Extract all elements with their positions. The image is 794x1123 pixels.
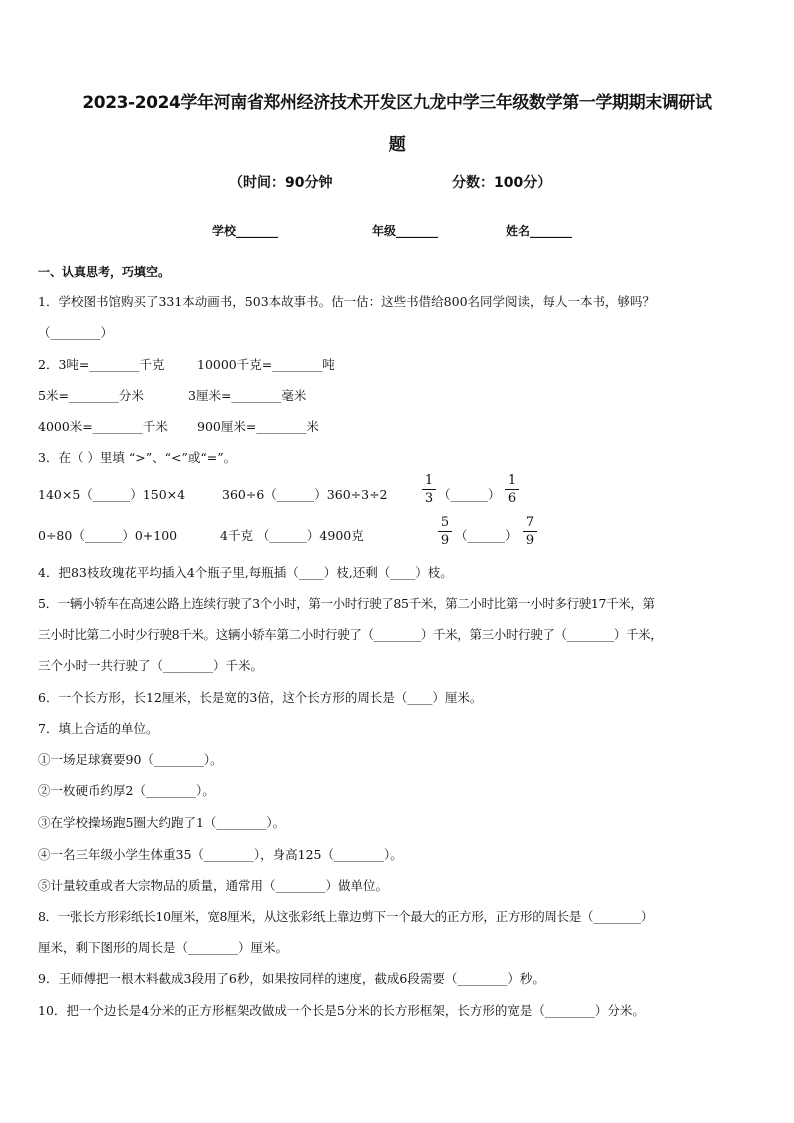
exam-title-line2: 题 bbox=[388, 135, 406, 155]
question-8-line1: 8．一张长方形彩纸长10厘米，宽8厘米，从这张彩纸上靠边剪下一个最大的正方形，正方形的周长是（________） bbox=[38, 909, 654, 924]
question-3-b: 360÷6（______）360÷3÷2 bbox=[222, 487, 388, 502]
question-3-c-blank: （______） bbox=[438, 487, 501, 502]
question-7-item-1: ①一场足球赛要90（________）。 bbox=[38, 752, 223, 767]
fraction-numerator: 1 bbox=[507, 473, 517, 488]
question-7-item-4: ④一名三年级小学生体重35（________），身高125（________）。 bbox=[38, 847, 403, 862]
fraction-one-third bbox=[422, 473, 436, 506]
question-10: 10．把一个边长是4分米的正方形框架改做成一个长是5分米的长方形框架，长方形的宽是（________）分米。 bbox=[38, 1003, 645, 1018]
fraction-one-sixth bbox=[505, 473, 519, 506]
question-2-d: 3厘米=________毫米 bbox=[188, 388, 307, 403]
question-8-line2: 厘米，剩下图形的周长是（________）厘米。 bbox=[38, 940, 289, 955]
fraction-bar bbox=[505, 489, 519, 490]
fraction-denominator: 9 bbox=[440, 533, 450, 548]
question-3-d: 0÷80（______）0+100 bbox=[38, 528, 178, 543]
question-5-line2: 三小时比第二小时少行驶8千米。这辆小轿车第二小时行驶了（________）千米，第三小时行驶了（________）千米， bbox=[38, 627, 663, 642]
fraction-numerator: 1 bbox=[424, 473, 434, 488]
exam-score: 分数：100分） bbox=[452, 175, 552, 191]
fraction-denominator: 3 bbox=[424, 491, 434, 506]
fraction-five-ninths bbox=[438, 515, 452, 548]
fraction-bar bbox=[422, 489, 436, 490]
question-2-a: 2．3吨=________千克 bbox=[38, 357, 165, 372]
name-field: 姓名_______ bbox=[506, 224, 573, 238]
question-2-f: 900厘米=________米 bbox=[197, 419, 319, 434]
fraction-denominator: 9 bbox=[525, 533, 535, 548]
school-field: 学校_______ bbox=[212, 224, 279, 238]
question-3-a: 140×5（______）150×4 bbox=[38, 487, 186, 502]
question-1-answer: （________） bbox=[38, 325, 114, 340]
section-heading: 一、认真思考，巧填空。 bbox=[38, 265, 171, 279]
question-7-item-5: ⑤计量较重或者大宗物品的质量，通常用（________）做单位。 bbox=[38, 878, 389, 893]
question-1-line1: 1．学校图书馆购买了331本动画书，503本故事书。估一估：这些书借给800名同学阅读，每人一本书，够吗？ bbox=[38, 294, 656, 309]
question-6: 6．一个长方形，长12厘米，长是宽的3倍，这个长方形的周长是（____）厘米。 bbox=[38, 690, 483, 705]
question-7-item-2: ②一枚硬币约厚2（________）。 bbox=[38, 783, 215, 798]
exam-time: （时间：90分钟 bbox=[229, 175, 333, 191]
question-4: 4．把83枝玫瑰花平均插入4个瓶子里,每瓶插（____）枝,还剩（____）枝。 bbox=[38, 565, 453, 580]
question-3-intro: 3．在（ ）里填 “>”、“<”或“=”。 bbox=[38, 450, 237, 465]
fraction-numerator: 7 bbox=[525, 515, 535, 530]
fraction-denominator: 6 bbox=[507, 491, 517, 506]
question-2-e: 4000米=________千米 bbox=[38, 419, 168, 434]
fraction-bar bbox=[523, 531, 537, 532]
question-3-f-blank: （______） bbox=[455, 528, 518, 543]
fraction-seven-ninths bbox=[523, 515, 537, 548]
question-3-e: 4千克 （______）4900克 bbox=[220, 528, 364, 543]
exam-title-line1: 2023-2024学年河南省郑州经济技术开发区九龙中学三年级数学第一学期期末调研试 bbox=[82, 93, 712, 113]
question-9: 9．王师傅把一根木料截成3段用了6秒，如果按同样的速度，截成6段需要（________）秒。 bbox=[38, 971, 545, 986]
grade-field: 年级_______ bbox=[372, 224, 439, 238]
fraction-bar bbox=[438, 531, 452, 532]
question-2-c: 5米=________分米 bbox=[38, 388, 144, 403]
fraction-numerator: 5 bbox=[440, 515, 450, 530]
question-7-item-3: ③在学校操场跑5圈大约跑了1（________）。 bbox=[38, 815, 286, 830]
question-5-line1: 5．一辆小轿车在高速公路上连续行驶了3个小时，第一小时行驶了85千米，第二小时比第一小时多行驶17千米，第 bbox=[38, 596, 655, 611]
question-7-intro: 7．填上合适的单位。 bbox=[38, 721, 159, 736]
question-2-b: 10000千克=________吨 bbox=[197, 357, 335, 372]
question-5-line3: 三个小时一共行驶了（________）千米。 bbox=[38, 658, 264, 673]
